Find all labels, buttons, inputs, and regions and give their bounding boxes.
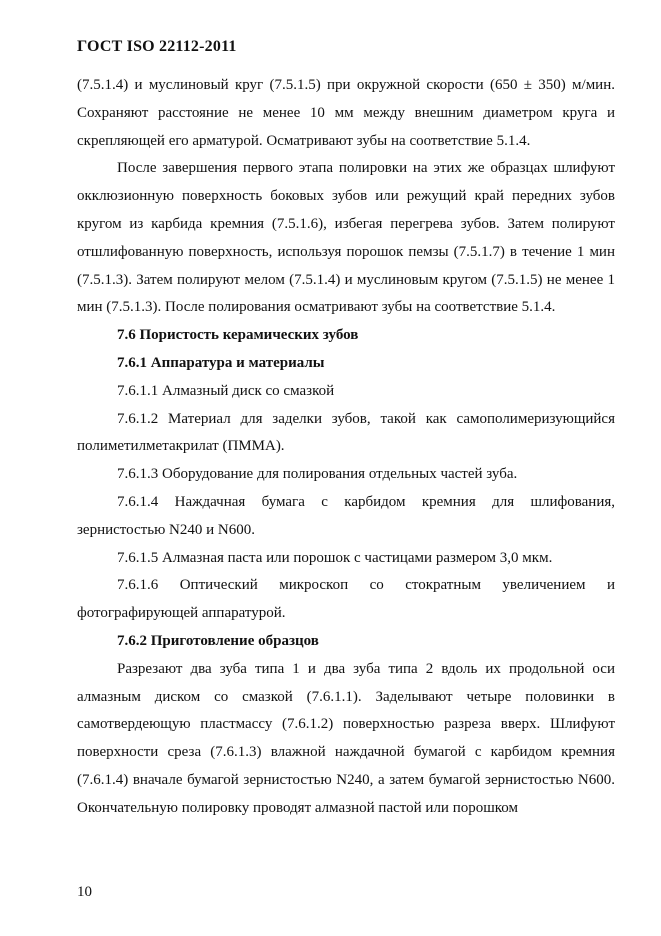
paragraph-polishing: После завершения первого этапа полировки на этих же образцах шлифуют окклюзионную поверхность боковых зубов или режущий край передних зубов кругом из карбида кремния (7.5.1.6), избегая перегрева зубов. Затем полируют отшлифованную поверхность, используя порошок пемзы (7.5.1.7) в течение 1 мин (7.5.1.3). Затем полируют мелом (7.5.1.4) и муслиновым кругом (7.5.1.5) не менее 1 мин (7.5.1.3). После полирования осматривают зубы на соответствие 5.1.4. — [77, 160, 615, 316]
paragraph-sample-preparation: Разрезают два зуба типа 1 и два зуба типа 2 вдоль их продольной оси алмазным диском со смазкой (7.6.1.1). Заделывают четыре половинки в самотвердеющую пластмассу (7.6.1.2) поверхностью разреза вверх. Шлифуют поверхности среза (7.6.1.3) влажной наждачной бумагой с карбидом кремния (7.6.1.4) вначале бумагой зернистостью N240, а затем бумагой зернистостью N600. Окончательную полировку проводят алмазной пастой или порошком — [77, 660, 615, 816]
subsection-heading-7-6-2: 7.6.2 Приготовление образцов — [117, 632, 319, 649]
item-7-6-1-2: 7.6.1.2 Материал для заделки зубов, такой как самополимеризующийся полиметилметакрилат (ПММА). — [77, 410, 615, 455]
running-header: ГОСТ ISO 22112-2011 — [77, 38, 237, 55]
item-7-6-1-3: 7.6.1.3 Оборудование для полирования отдельных частей зуба. — [117, 466, 518, 483]
item-7-6-1-1: 7.6.1.1 Алмазный диск со смазкой — [117, 382, 335, 399]
paragraph-continuation: (7.5.1.4) и муслиновый круг (7.5.1.5) при окружной скорости (650 ± 350) м/мин. Сохраняют расстояние не менее 10 мм между внешним диаметром круга и скрепляющей его арматурой. Осматривают зубы на соответствие 5.1.4. — [77, 77, 615, 149]
item-7-6-1-6: 7.6.1.6 Оптический микроскоп со стократным увеличением и фотографирующей аппаратурой. — [77, 577, 615, 622]
document-body — [77, 72, 615, 823]
item-7-6-1-5: 7.6.1.5 Алмазная паста или порошок с частицами размером 3,0 мкм. — [117, 549, 553, 566]
section-heading-7-6: 7.6 Пористость керамических зубов — [117, 327, 359, 344]
page-number: 10 — [77, 884, 92, 900]
item-7-6-1-4: 7.6.1.4 Наждачная бумага с карбидом кремния для шлифования, зернистостью N240 и N600. — [77, 493, 615, 538]
subsection-heading-7-6-1: 7.6.1 Аппаратура и материалы — [117, 354, 325, 371]
